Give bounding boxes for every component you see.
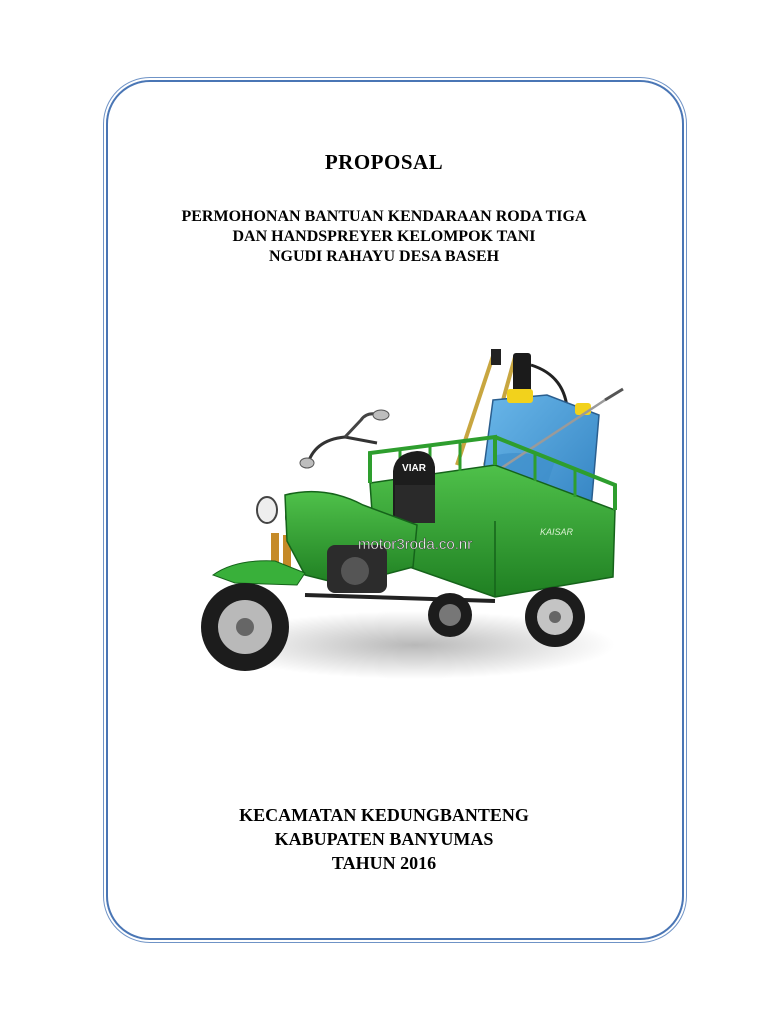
front-wheel [201, 583, 289, 671]
document-footer [0, 803, 768, 875]
footer-line: TAHUN 2016 [331, 853, 437, 873]
subtitle-line: DAN HANDSPREYER KELOMPOK TANI [232, 228, 536, 245]
seat [393, 451, 435, 523]
image-watermark: motor3roda.co.nr [358, 536, 473, 553]
rear-wheel-left [428, 593, 472, 637]
rear-wheel-right [525, 587, 585, 647]
three-wheeler-and-handsprayer-image [195, 345, 635, 695]
footer-line: KECAMATAN KEDUNGBANTENG [239, 805, 529, 825]
subtitle-line: PERMOHONAN BANTUAN KENDARAAN RODA TIGA [181, 208, 587, 225]
subtitle-line: NGUDI RAHAYU DESA BASEH [268, 248, 500, 265]
seat-brand-label: VIAR [402, 463, 426, 474]
footer-line: KABUPATEN BANYUMAS [274, 829, 494, 849]
document-subtitle [0, 207, 768, 267]
svg-text:KAISAR: KAISAR [540, 527, 574, 537]
document-title: PROPOSAL [324, 150, 444, 174]
